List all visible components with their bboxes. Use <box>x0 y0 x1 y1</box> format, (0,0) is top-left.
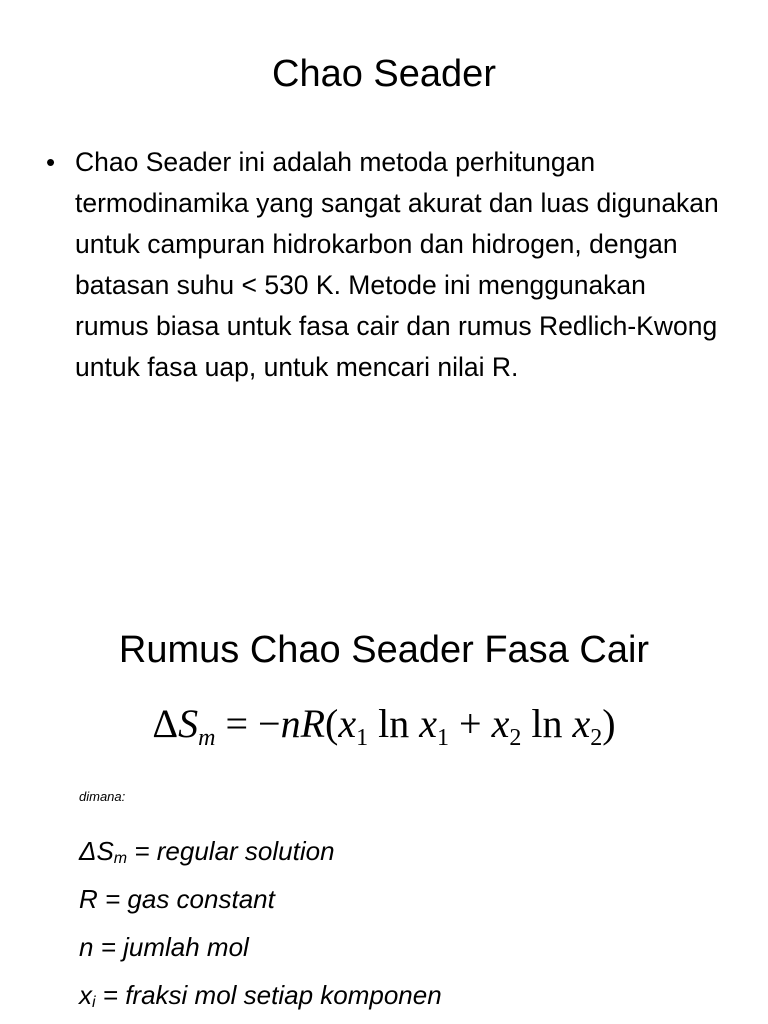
definition-symbol-sub: i <box>92 994 96 1011</box>
definition-list <box>79 831 739 1023</box>
formula-lhs-var: S <box>178 701 199 746</box>
formula-lhs-sub: m <box>198 725 216 751</box>
slide-rumus-fasa-cair <box>0 512 768 1024</box>
formula-equals: = − <box>215 701 281 746</box>
formula-sub1-arg: 1 <box>437 725 450 751</box>
definition-item <box>79 975 739 1023</box>
definition-symbol: n <box>79 932 94 962</box>
bullet-list <box>44 142 724 388</box>
formula-close-paren: ) <box>602 701 616 746</box>
formula-delta: Δ <box>152 701 179 746</box>
formula-n: n <box>280 701 301 746</box>
formula-plus: + <box>449 701 492 746</box>
formula-sub2: 2 <box>509 725 522 751</box>
definition-symbol-sub: m <box>113 850 128 867</box>
definition-text: = gas constant <box>97 884 275 914</box>
bullet-text: Chao Seader ini adalah metoda perhitungan termodinamika yang sangat akurat dan luas digunakan untuk campuran hidrokarbon dan hidrogen, dengan batasan suhu < 530 K. Metode ini menggunakan rumus biasa untuk fasa cair dan rumus Redlich-Kwong untuk fasa uap, untuk mencari nilai R. <box>75 147 719 382</box>
definition-symbol: R <box>79 884 98 914</box>
slide-title: Rumus Chao Seader Fasa Cair <box>118 629 650 671</box>
formula-x1: x <box>338 701 357 746</box>
formula-sub2-arg: 2 <box>590 725 603 751</box>
definition-text: = fraksi mol setiap komponen <box>95 980 442 1010</box>
definition-text: = regular solution <box>127 836 335 866</box>
bullet-icon: • <box>46 147 56 177</box>
definition-item <box>79 879 739 927</box>
formula-ln-1: ln <box>368 701 420 746</box>
formula-open-paren: ( <box>325 701 339 746</box>
definition-item <box>79 831 739 879</box>
formula-x1-arg: x <box>419 701 438 746</box>
formula-ln-2: ln <box>521 701 573 746</box>
formula-x2: x <box>491 701 510 746</box>
where-label: dimana: <box>79 789 126 804</box>
entropy-formula <box>0 700 768 751</box>
formula-x2-arg: x <box>572 701 591 746</box>
formula-r: R <box>300 701 326 746</box>
formula-sub1: 1 <box>356 725 369 751</box>
slide-title: Chao Seader <box>272 53 496 95</box>
definition-symbol: x <box>79 980 92 1010</box>
bullet-item <box>44 142 724 388</box>
definition-item <box>79 927 739 975</box>
definition-symbol: ΔS <box>79 836 114 866</box>
definition-text: = jumlah mol <box>93 932 249 962</box>
